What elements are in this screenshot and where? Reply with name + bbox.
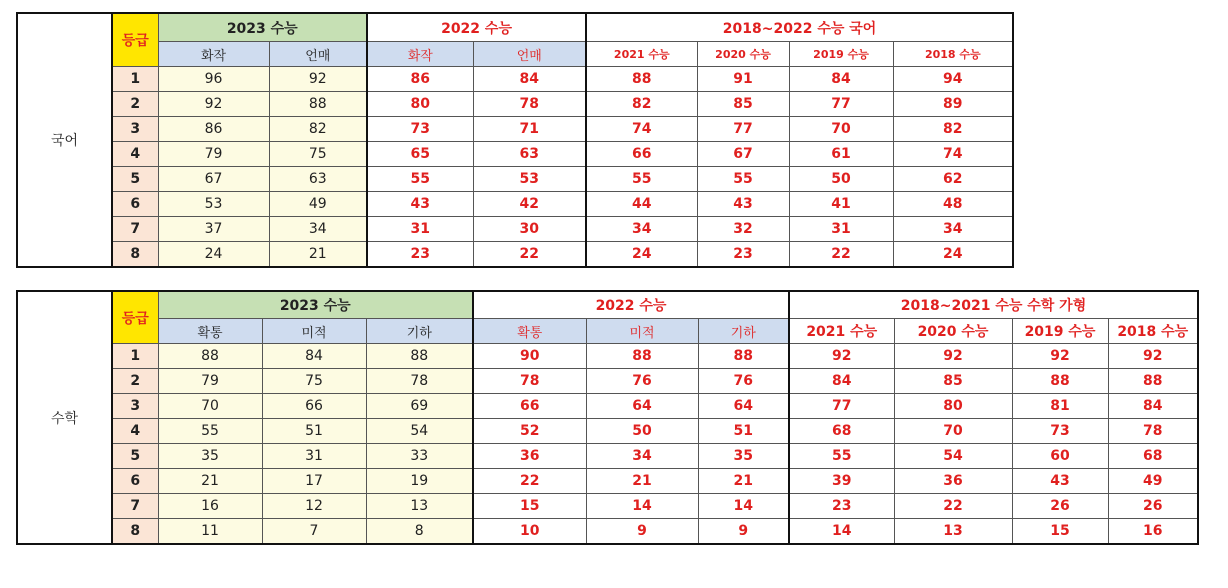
year-2022-header: 2022 수능	[367, 13, 586, 42]
table-cell: 36	[894, 469, 1012, 494]
table-cell: 23	[789, 494, 894, 519]
column-header: 미적	[586, 319, 698, 344]
table-cell: 23	[367, 242, 473, 268]
table-row	[17, 167, 1013, 192]
table-cell: 34	[269, 217, 367, 242]
column-header: 2019 수능	[1012, 319, 1108, 344]
table-cell: 70	[789, 117, 893, 142]
table-cell: 8	[366, 519, 473, 545]
column-header: 2020 수능	[697, 42, 789, 67]
table-cell: 17	[262, 469, 366, 494]
table-cell: 24	[158, 242, 269, 268]
table-row	[17, 519, 1198, 545]
table-row	[17, 494, 1198, 519]
table-cell: 67	[158, 167, 269, 192]
table-cell: 21	[586, 469, 698, 494]
table-cell: 86	[367, 67, 473, 92]
grade-header: 등급	[112, 13, 158, 67]
table-cell: 70	[894, 419, 1012, 444]
table-cell: 16	[1108, 519, 1198, 545]
table-cell: 75	[262, 369, 366, 394]
table-cell: 24	[586, 242, 697, 268]
table-cell: 43	[1012, 469, 1108, 494]
column-header: 언매	[269, 42, 367, 67]
grade-header: 등급	[112, 291, 158, 344]
table-cell: 55	[697, 167, 789, 192]
table-cell: 32	[697, 217, 789, 242]
table-row	[17, 419, 1198, 444]
grade-cell: 5	[112, 167, 158, 192]
subject-label: 수학	[17, 291, 112, 544]
table-cell: 88	[1108, 369, 1198, 394]
table-cell: 55	[586, 167, 697, 192]
table-cell: 44	[586, 192, 697, 217]
table-cell: 64	[586, 394, 698, 419]
table-cell: 65	[367, 142, 473, 167]
table-cell: 19	[366, 469, 473, 494]
table-cell: 34	[586, 217, 697, 242]
table-cell: 66	[586, 142, 697, 167]
table-cell: 66	[473, 394, 586, 419]
grade-cell: 4	[112, 142, 158, 167]
table-cell: 90	[473, 344, 586, 369]
table-cell: 35	[158, 444, 262, 469]
column-header: 화작	[158, 42, 269, 67]
table-cell: 15	[473, 494, 586, 519]
table-cell: 10	[473, 519, 586, 545]
column-header: 2019 수능	[789, 42, 893, 67]
table-cell: 9	[698, 519, 789, 545]
table-cell: 92	[158, 92, 269, 117]
table-cell: 42	[473, 192, 586, 217]
table-cell: 22	[789, 242, 893, 268]
table-cell: 78	[473, 369, 586, 394]
table-cell: 62	[893, 167, 1013, 192]
table-cell: 51	[698, 419, 789, 444]
table-cell: 14	[698, 494, 789, 519]
table-cell: 22	[473, 242, 586, 268]
table-cell: 51	[262, 419, 366, 444]
table-row	[17, 67, 1013, 92]
table-cell: 78	[473, 92, 586, 117]
table-cell: 43	[697, 192, 789, 217]
table-cell: 49	[1108, 469, 1198, 494]
table-cell: 82	[893, 117, 1013, 142]
table-cell: 88	[158, 344, 262, 369]
table-cell: 26	[1012, 494, 1108, 519]
table-row	[17, 192, 1013, 217]
table-cell: 50	[586, 419, 698, 444]
table-cell: 91	[697, 67, 789, 92]
subject-label: 국어	[17, 13, 112, 267]
table-row	[17, 217, 1013, 242]
table-cell: 53	[473, 167, 586, 192]
table-cell: 88	[586, 67, 697, 92]
table-cell: 33	[366, 444, 473, 469]
table-cell: 92	[269, 67, 367, 92]
grade-cell: 7	[112, 494, 158, 519]
table-cell: 76	[586, 369, 698, 394]
table-cell: 71	[473, 117, 586, 142]
table-cell: 26	[1108, 494, 1198, 519]
history-header: 2018~2022 수능 국어	[586, 13, 1013, 42]
table-cell: 37	[158, 217, 269, 242]
table-cell: 68	[789, 419, 894, 444]
table-cell: 78	[1108, 419, 1198, 444]
table-cell: 48	[893, 192, 1013, 217]
table-cell: 14	[789, 519, 894, 545]
table-cell: 16	[158, 494, 262, 519]
table-cell: 61	[789, 142, 893, 167]
year-2023-header: 2023 수능	[158, 291, 473, 319]
table-cell: 80	[367, 92, 473, 117]
table-cell: 78	[366, 369, 473, 394]
table-cell: 76	[698, 369, 789, 394]
table-cell: 50	[789, 167, 893, 192]
table-cell: 21	[698, 469, 789, 494]
table-cell: 21	[158, 469, 262, 494]
table-cell: 23	[697, 242, 789, 268]
table-cell: 9	[586, 519, 698, 545]
table-cell: 84	[473, 67, 586, 92]
table-cell: 43	[367, 192, 473, 217]
grade-cell: 8	[112, 242, 158, 268]
table-cell: 15	[1012, 519, 1108, 545]
grade-cell: 6	[112, 469, 158, 494]
column-header: 기하	[366, 319, 473, 344]
table-cell: 70	[158, 394, 262, 419]
table-row	[17, 394, 1198, 419]
grade-cell: 7	[112, 217, 158, 242]
table-row	[17, 142, 1013, 167]
table-cell: 35	[698, 444, 789, 469]
table-cell: 86	[158, 117, 269, 142]
column-header: 확통	[473, 319, 586, 344]
table-cell: 54	[366, 419, 473, 444]
table-cell: 84	[789, 67, 893, 92]
table-cell: 31	[262, 444, 366, 469]
table-cell: 84	[789, 369, 894, 394]
column-header: 2018 수능	[1108, 319, 1198, 344]
table-cell: 22	[473, 469, 586, 494]
grade-cell: 1	[112, 344, 158, 369]
korean-cutoff-table	[16, 12, 1014, 268]
table-cell: 12	[262, 494, 366, 519]
table-cell: 88	[586, 344, 698, 369]
table-cell: 22	[894, 494, 1012, 519]
table-cell: 85	[894, 369, 1012, 394]
table-cell: 54	[894, 444, 1012, 469]
table-cell: 30	[473, 217, 586, 242]
table-cell: 34	[586, 444, 698, 469]
table-cell: 88	[366, 344, 473, 369]
table-cell: 55	[158, 419, 262, 444]
table-cell: 49	[269, 192, 367, 217]
table-cell: 80	[894, 394, 1012, 419]
grade-cell: 2	[112, 369, 158, 394]
table-row	[17, 469, 1198, 494]
table-cell: 77	[789, 92, 893, 117]
table-cell: 85	[697, 92, 789, 117]
table-cell: 13	[894, 519, 1012, 545]
table-cell: 79	[158, 369, 262, 394]
table-row	[17, 92, 1013, 117]
table-cell: 88	[269, 92, 367, 117]
grade-cell: 8	[112, 519, 158, 545]
year-2022-header: 2022 수능	[473, 291, 789, 319]
grade-cell: 5	[112, 444, 158, 469]
column-header: 2018 수능	[893, 42, 1013, 67]
table-cell: 31	[367, 217, 473, 242]
grade-cell: 1	[112, 67, 158, 92]
table-row	[17, 344, 1198, 369]
table-cell: 88	[1012, 369, 1108, 394]
table-cell: 34	[893, 217, 1013, 242]
table-cell: 52	[473, 419, 586, 444]
table-cell: 94	[893, 67, 1013, 92]
table-cell: 82	[269, 117, 367, 142]
table-cell: 92	[1012, 344, 1108, 369]
table-cell: 68	[1108, 444, 1198, 469]
table-cell: 55	[367, 167, 473, 192]
table-cell: 92	[894, 344, 1012, 369]
column-header: 확통	[158, 319, 262, 344]
table-cell: 7	[262, 519, 366, 545]
table-cell: 21	[269, 242, 367, 268]
table-cell: 60	[1012, 444, 1108, 469]
table-cell: 73	[1012, 419, 1108, 444]
column-header: 2021 수능	[586, 42, 697, 67]
table-cell: 63	[473, 142, 586, 167]
table-row	[17, 117, 1013, 142]
column-header: 화작	[367, 42, 473, 67]
table-cell: 14	[586, 494, 698, 519]
table-row	[17, 369, 1198, 394]
table-cell: 82	[586, 92, 697, 117]
table-cell: 55	[789, 444, 894, 469]
table-row	[17, 242, 1013, 268]
year-2023-header: 2023 수능	[158, 13, 367, 42]
table-cell: 41	[789, 192, 893, 217]
column-header: 언매	[473, 42, 586, 67]
table-cell: 11	[158, 519, 262, 545]
history-header: 2018~2021 수능 수학 가형	[789, 291, 1198, 319]
grade-cell: 4	[112, 419, 158, 444]
table-cell: 79	[158, 142, 269, 167]
table-cell: 96	[158, 67, 269, 92]
column-header: 2021 수능	[789, 319, 894, 344]
table-cell: 39	[789, 469, 894, 494]
table-cell: 67	[697, 142, 789, 167]
table-cell: 36	[473, 444, 586, 469]
table-cell: 81	[1012, 394, 1108, 419]
grade-cell: 3	[112, 394, 158, 419]
table-cell: 64	[698, 394, 789, 419]
table-cell: 84	[262, 344, 366, 369]
table-cell: 75	[269, 142, 367, 167]
table-cell: 74	[586, 117, 697, 142]
table-cell: 77	[789, 394, 894, 419]
table-cell: 31	[789, 217, 893, 242]
math-cutoff-table	[16, 290, 1199, 545]
table-cell: 74	[893, 142, 1013, 167]
table-cell: 13	[366, 494, 473, 519]
table-cell: 77	[697, 117, 789, 142]
table-cell: 88	[698, 344, 789, 369]
table-cell: 66	[262, 394, 366, 419]
column-header: 기하	[698, 319, 789, 344]
table-row	[17, 444, 1198, 469]
table-cell: 53	[158, 192, 269, 217]
column-header: 2020 수능	[894, 319, 1012, 344]
table-cell: 92	[789, 344, 894, 369]
column-header: 미적	[262, 319, 366, 344]
table-cell: 73	[367, 117, 473, 142]
table-cell: 69	[366, 394, 473, 419]
table-cell: 92	[1108, 344, 1198, 369]
grade-cell: 2	[112, 92, 158, 117]
grade-cell: 3	[112, 117, 158, 142]
table-cell: 89	[893, 92, 1013, 117]
table-cell: 63	[269, 167, 367, 192]
table-cell: 84	[1108, 394, 1198, 419]
grade-cell: 6	[112, 192, 158, 217]
table-cell: 24	[893, 242, 1013, 268]
